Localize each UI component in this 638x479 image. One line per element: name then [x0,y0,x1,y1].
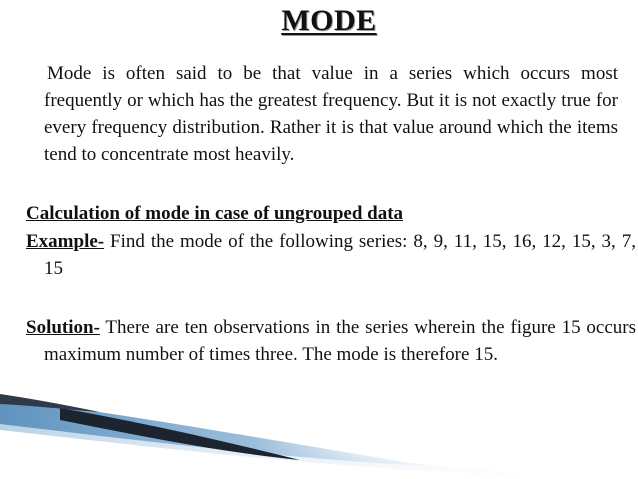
example-paragraph [26,228,636,282]
mode-definition-paragraph: Mode is often said to be that value in a series which occurs most frequently or which has the greatest frequency. But it is not exactly true for every frequency distribution. Rather it is that value around which the items tend to concentrate most heavily. [44,63,618,165]
solution-label: Solution- [26,317,100,338]
solution-text: There are ten observations in the series wherein the figure 15 occurs maximum number of times three. The mode is therefore 15. [44,317,636,365]
slide-title: MODE [281,4,377,37]
example-text: Find the mode of the following series: 8, 9, 11, 15, 16, 12, 15, 3, 7, 15 [44,231,636,279]
example-label: Example- [26,231,105,252]
calculation-heading: Calculation of mode in case of ungrouped data [26,203,404,224]
solution-paragraph [26,314,636,368]
decorative-swoosh [0,390,638,479]
